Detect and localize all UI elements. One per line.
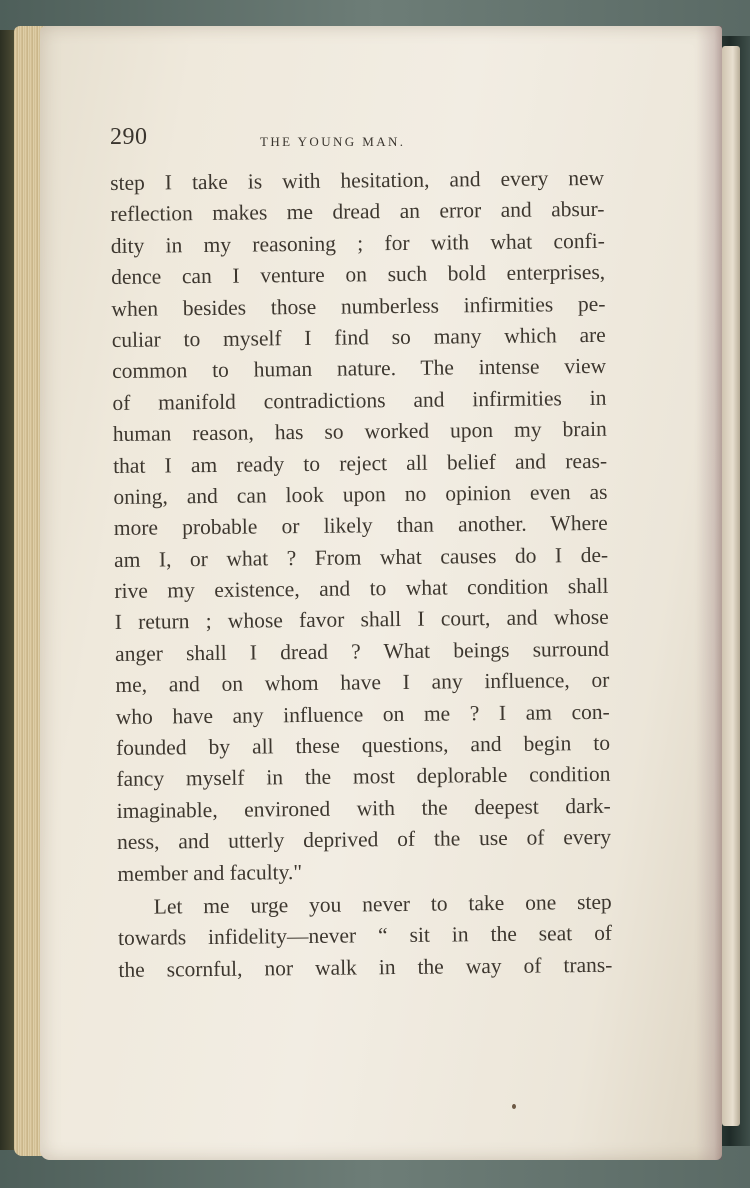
text-line: dity in my reasoning ; for with what confi- [110, 228, 605, 258]
page-body [110, 163, 613, 986]
text-line: when besides those numberless infirmities pe- [111, 291, 606, 321]
text-line: common to human nature. The intense view [112, 354, 607, 384]
text-line: fancy myself in the most deplorable condition [116, 762, 611, 792]
text-line: founded by all these questions, and begin to [115, 730, 611, 760]
text-line: culiar to myself I find so many which are [111, 322, 606, 352]
paper-speck [512, 1104, 516, 1109]
text-line: step I take is with hesitation, and every new [110, 165, 605, 195]
running-head: THE YOUNG MAN. [260, 134, 406, 149]
text-line: imaginable, environed with the deepest dark- [116, 793, 611, 823]
text-line: Let me urge you never to take one step [153, 889, 612, 919]
text-line: who have any influence on me ? I am con- [115, 699, 610, 729]
text-line: am I, or what ? From what causes do I de- [113, 542, 609, 572]
text-line: the scornful, nor walk in the way of trans- [118, 952, 613, 982]
text-line: rive my existence, and to what condition shall [114, 573, 609, 604]
text-line: of manifold contradictions and infirmities in [112, 385, 607, 415]
text-line: more probable or likely than another. Where [113, 511, 608, 541]
text-line: reflection makes me dread an error and absur- [110, 197, 605, 227]
text-line: oning, and can look upon no opinion even as [113, 479, 608, 509]
facing-page-edge [722, 46, 740, 1126]
text-line: I return ; whose favor shall I court, and whose [114, 605, 609, 635]
text-line: human reason, has so worked upon my brain [112, 416, 607, 447]
text-line: dence can I venture on such bold enterprises, [111, 259, 606, 290]
text-line: member and faculty." [117, 859, 303, 886]
text-line: anger shall I dread ? What beings surround [114, 636, 610, 666]
page-number: 290 [110, 124, 148, 150]
text-line: ness, and utterly deprived of the use of every [116, 824, 612, 855]
text-line: that I am ready to reject all belief and reas- [112, 448, 608, 478]
text-line: towards infidelity—never “ sit in the seat of [117, 921, 613, 951]
text-line: me, and on whom have I any influence, or [115, 668, 610, 698]
